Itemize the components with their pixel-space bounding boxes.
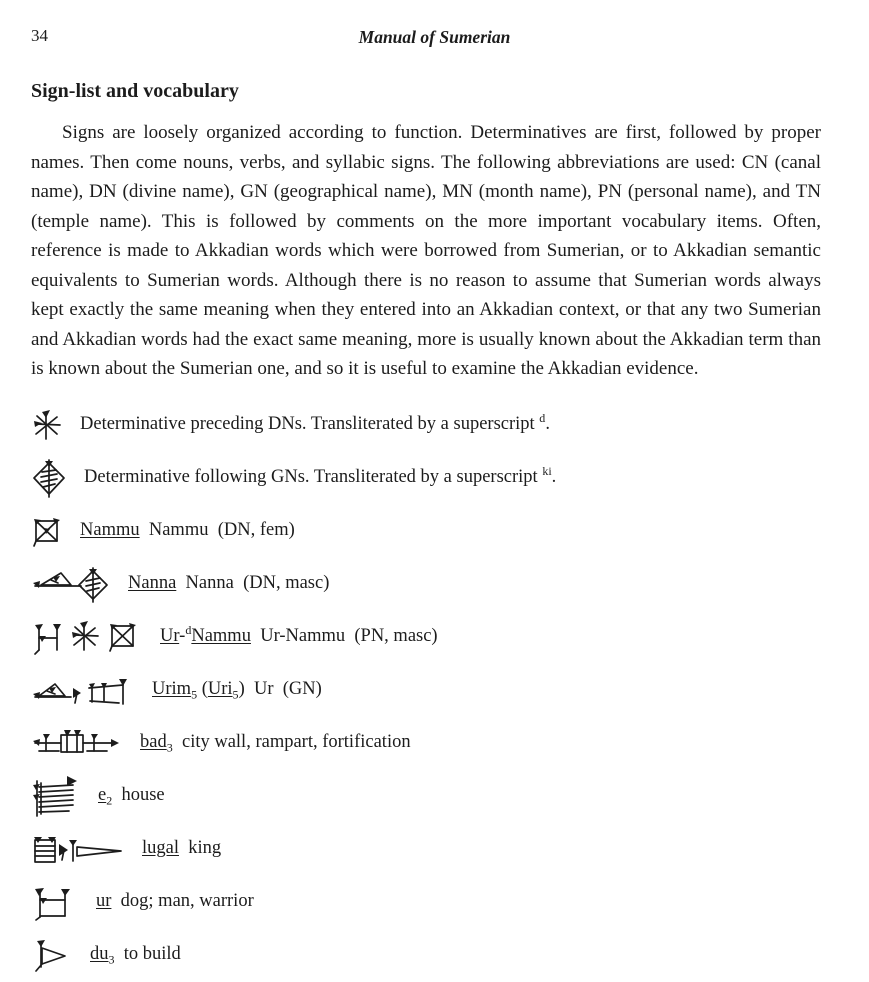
intro-paragraph: Signs are loosely organized according to function. Determinatives are first, followed by proper names. Then come nouns, verbs, and syllabic signs. The following abbreviations are used: CN (canal name), DN (divine name), GN (geographical name), MN (month name), PN (personal name), and TN (temple name). This is followed by comments on the more important vocabulary items. Often, reference is made to Akkadian words which were borrowed from Sumerian, or to Akkadian semantic equivalents to Sumerian words. Although there is no reason to assume that Sumerian words always kept exactly the same meaning when they entered into an Akkadian context, or that any two Sumerian and Akkadian words had the exact same meaning, more is usually known about the Akkadian term than is known about the Sumerian one, and so it is useful to examine the Akkadian evidence. <box>31 122 821 379</box>
entry-text: Nanna Nanna (DN, masc) <box>128 573 330 593</box>
sign-entry-ki-determinative <box>31 451 831 504</box>
bad3-wall-sign-icon <box>31 725 123 761</box>
sign-entry-ur <box>31 875 831 928</box>
entry-text: ur dog; man, warrior <box>96 891 254 911</box>
lugal-sign-icon <box>31 831 125 867</box>
sign-entry-nammu <box>31 504 831 557</box>
sign-list <box>31 398 831 981</box>
entry-text: lugal king <box>142 838 222 858</box>
ur-sign-icon <box>31 882 79 922</box>
shesh-ab-signs-icon <box>31 672 135 708</box>
dingir-star-sign-icon <box>31 408 63 442</box>
entry-text: Ur-$^d$Nammu Ur-Nammu (PN, masc) <box>160 622 438 646</box>
sign-entry-e2 <box>31 769 831 822</box>
sign-entry-bad3 <box>31 716 831 769</box>
entry-text: bad$_3$ city wall, rampart, fortification <box>140 732 411 755</box>
entry-text: Determinative following GNs. Transliterated by a superscript $^{ki}$. <box>84 463 557 487</box>
sign-entry-dingir-determinative <box>31 398 831 451</box>
entry-text: Nammu Nammu (DN, fem) <box>80 520 295 540</box>
ki-diamond-sign-icon <box>31 458 67 498</box>
sign-entry-urim <box>31 663 831 716</box>
entry-text: Determinative preceding DNs. Transliterated by a superscript $^d$. <box>80 410 550 434</box>
section-heading: Sign-list and vocabulary <box>31 80 239 102</box>
e2-house-sign-icon <box>31 773 81 819</box>
ur-dingir-engur-signs-icon <box>31 617 143 657</box>
running-header-title: Manual of Sumerian <box>358 27 511 47</box>
page-number: 34 <box>31 26 48 45</box>
shesh-ki-signs-icon <box>31 562 111 606</box>
engur-sign-icon <box>31 513 63 549</box>
sign-entry-ur-nammu <box>31 610 831 663</box>
sign-entry-nanna <box>31 557 831 610</box>
du3-sign-icon <box>31 935 73 975</box>
sign-entry-du3 <box>31 928 831 981</box>
entry-text: $e_2$ house <box>98 785 165 808</box>
sign-entry-lugal <box>31 822 831 875</box>
entry-text: $du_3$ to build <box>90 944 181 967</box>
entry-text: Urim$_5$ (Uri$_5$) Ur (GN) <box>152 679 322 702</box>
